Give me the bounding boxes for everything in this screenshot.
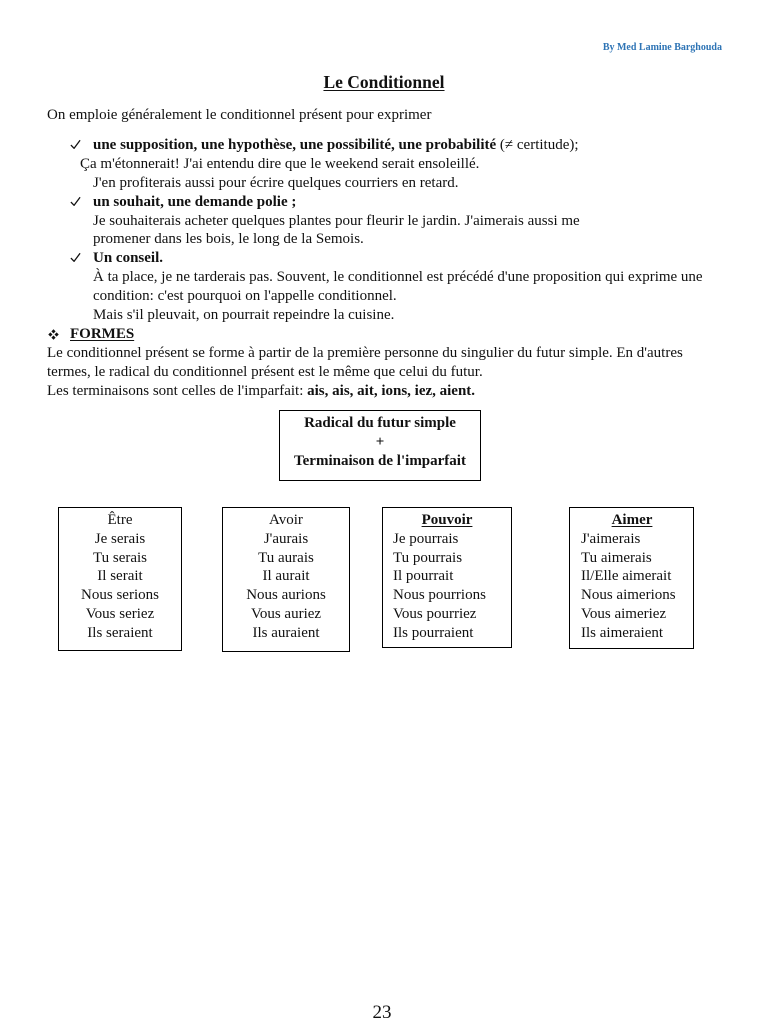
formula-plus: + [375, 434, 385, 450]
diamond-icon [48, 329, 59, 340]
conjugation-table-avoir [222, 507, 350, 652]
example-line: promener dans les bois, le long de la Semois. [93, 231, 364, 248]
example-line: J'en profiterais aussi pour écrire quelques courriers en retard. [93, 174, 459, 191]
endings-intro: Les terminaisons sont celles de l'imparfait: [47, 382, 304, 399]
conjugated-form: Vous seriez [85, 605, 155, 622]
conjugated-form: Il pourrait [393, 568, 454, 585]
conjugated-form: Nous aurions [246, 587, 326, 604]
verb-heading: Avoir [269, 512, 303, 528]
conjugated-form: J'aimerais [581, 530, 641, 547]
example-line: Je souhaiterais acheter quelques plantes pour fleurir le jardin. J'aimerais aussi me [93, 212, 580, 229]
verb-heading: Être [107, 512, 133, 528]
check-icon [70, 139, 81, 150]
section-heading: FORMES [70, 325, 135, 342]
endings-list: ais, ais, ait, ions, iez, aient. [307, 382, 476, 399]
endings-line [0, 382, 768, 401]
example-line: Mais s'il pleuvait, on pourrait repeindre la cuisine. [93, 307, 395, 324]
conjugated-form: Ils aimeraient [581, 624, 664, 641]
author-credit: By Med Lamine Barghouda [602, 42, 722, 53]
conjugated-form: Je pourrais [393, 530, 459, 547]
conjugated-form: Tu aimerais [581, 549, 652, 566]
verb-heading: Pouvoir [421, 512, 473, 528]
conjugated-form: Il serait [97, 568, 143, 585]
formula-ending: Terminaison de l'imparfait [294, 453, 466, 469]
conjugated-form: Nous serions [81, 587, 159, 604]
conjugation-table-etre [58, 507, 182, 651]
conjugated-form: Vous aimeriez [581, 605, 667, 622]
conjugated-form: Vous auriez [250, 605, 322, 622]
usage-item-supposition [0, 136, 768, 155]
conjugated-form: Ils seraient [87, 624, 153, 641]
formula-radical: Radical du futur simple [304, 415, 456, 431]
check-icon [70, 252, 81, 263]
conjugated-form: Il/Elle aimerait [581, 568, 672, 585]
formula-box [279, 410, 481, 481]
usage-item-conseil [0, 249, 768, 268]
usage-item-souhait [0, 193, 768, 212]
intro-text: On emploie généralement le conditionnel présent pour exprimer [47, 107, 432, 123]
conjugated-form: Tu pourrais [393, 549, 463, 566]
conjugated-form: Ils auraient [252, 624, 320, 641]
conjugated-form: Tu aurais [258, 549, 314, 566]
conjugated-form: Je serais [94, 530, 146, 547]
usage-heading: Un conseil. [93, 250, 164, 267]
paragraph-line: Le conditionnel présent se forme à partir de la première personne du singulier du futur simple. En d'autres [47, 344, 683, 361]
conjugated-form: Tu serais [92, 549, 148, 566]
verb-heading: Aimer [611, 512, 653, 528]
conjugation-table-aimer [569, 507, 694, 649]
conjugated-form: J'aurais [263, 530, 309, 547]
conjugated-form: Vous pourriez [393, 605, 477, 622]
section-formes [0, 325, 768, 344]
usage-heading: un souhait, une demande polie ; [93, 193, 297, 210]
usage-heading: une supposition, une hypothèse, une possibilité, une probabilité [93, 137, 497, 153]
conjugated-form: Ils pourraient [393, 624, 474, 641]
example-line: Ça m'étonnerait! J'ai entendu dire que le weekend serait ensoleillé. [80, 155, 480, 172]
conjugated-form: Nous aimerions [581, 587, 676, 604]
page-title: Le Conditionnel [323, 72, 445, 92]
usage-note: (≠ certitude); [499, 137, 579, 153]
example-line: condition: c'est pourquoi on l'appelle conditionnel. [93, 288, 397, 305]
check-icon [70, 196, 81, 207]
conjugated-form: Nous pourrions [393, 587, 486, 604]
paragraph-line: termes, le radical du conditionnel présent est le même que celui du futur. [47, 363, 483, 380]
example-line: À ta place, je ne tarderais pas. Souvent, le conditionnel est précédé d'une proposition qui exprime une [93, 269, 703, 286]
conjugation-table-pouvoir [382, 507, 512, 648]
conjugated-form: Il aurait [262, 568, 310, 585]
lesson-body [0, 136, 768, 400]
page-number: 23 [372, 1002, 392, 1023]
